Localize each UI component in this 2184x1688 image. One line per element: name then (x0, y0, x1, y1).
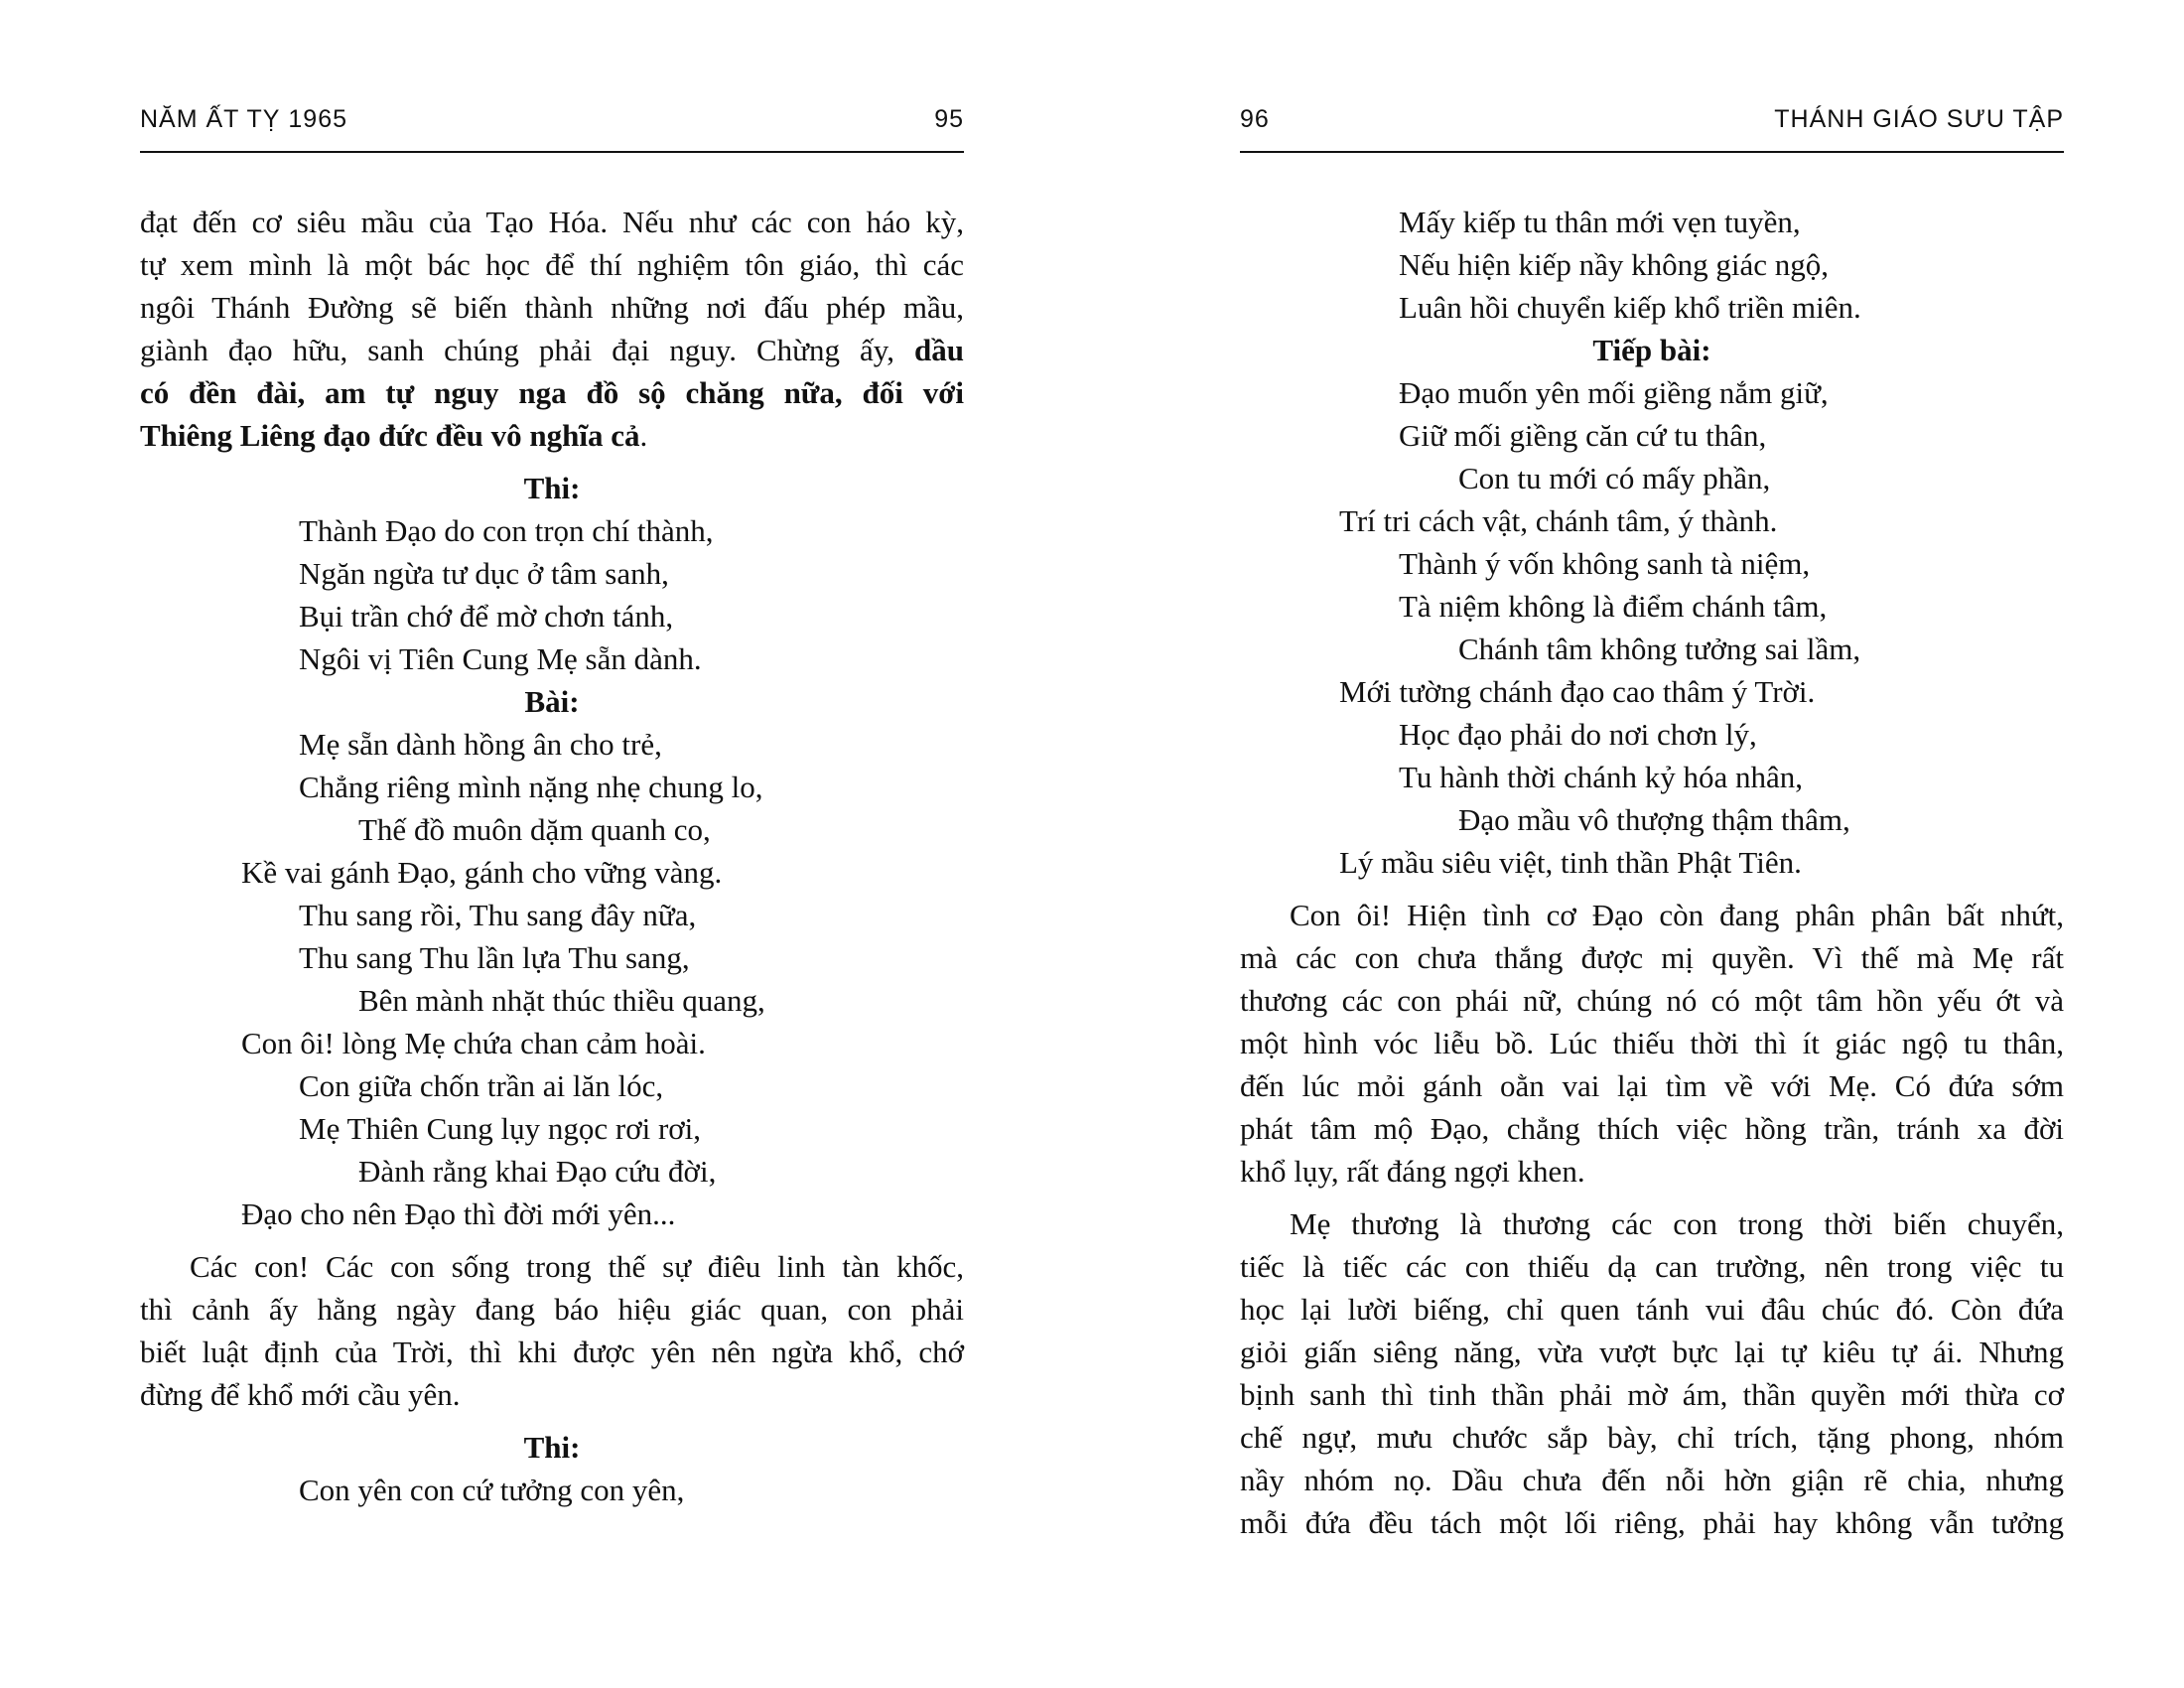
text-line: biết luật định của Trời, thì khi được yên nên ngừa khổ, chớ (140, 1335, 964, 1369)
left-page-number: 95 (934, 105, 964, 133)
poem (1240, 201, 2064, 329)
left-running-title: NĂM ẤT TỴ 1965 (140, 105, 347, 133)
text-line: Mẹ thương là thương các con trong thời biến chuyển, (1290, 1206, 2064, 1241)
poem-line: Bên mành nhặt thúc thiều quang, (358, 983, 765, 1018)
text-line: thương các con phái nữ, chúng nó có một tâm hồn yếu ớt và (1240, 983, 2064, 1018)
text-line: học lại lười biếng, chỉ quen tánh vui đâu chúc đó. Còn đứa (1240, 1292, 2064, 1327)
text-line (140, 329, 964, 371)
text-line: chế ngự, mưu chước sắp bày, chỉ trích, tặng phong, nhóm (1240, 1420, 2064, 1455)
right-page-header (1240, 103, 2064, 153)
text-line: Con ôi! Hiện tình cơ Đạo còn đang phân phân bất nhứt, (1290, 898, 2064, 932)
poem-line: Giữ mối giềng căn cứ tu thân, (1399, 418, 1767, 453)
right-running-title: THÁNH GIÁO SƯU TẬP (1774, 105, 2064, 133)
poem-line: Mấy kiếp tu thân mới vẹn tuyền, (1399, 205, 1801, 239)
paragraph (140, 1245, 964, 1416)
poem-line: Bụi trần chớ để mờ chơn tánh, (299, 599, 674, 633)
left-page (140, 0, 964, 1688)
text-line: đến lúc mỏi gánh oằn vai lại tìm về với Mẹ. Có đứa sớm (1240, 1068, 2064, 1103)
poem-line: Kề vai gánh Đạo, gánh cho vững vàng. (241, 855, 723, 890)
poem-line: Luân hồi chuyển kiếp khổ triền miên. (1399, 290, 1861, 325)
text-line: đừng để khổ mới cầu yên. (140, 1377, 461, 1412)
poem-line: Mẹ Thiên Cung lụy ngọc rơi rơi, (299, 1111, 702, 1146)
text-line: phát tâm mộ Đạo, chẳng thích việc hồng trần, tránh xa đời (1240, 1111, 2064, 1146)
right-page-number: 96 (1240, 105, 1270, 133)
poem-line: Học đạo phải do nơi chơn lý, (1399, 717, 1757, 752)
text-line: Các con! Các con sống trong thế sự điêu linh tàn khốc, (190, 1249, 964, 1284)
poem-line: Mẹ sẵn dành hồng ân cho trẻ, (299, 727, 662, 762)
text-segment: . (639, 418, 648, 453)
poem-line: Thành ý vốn không sanh tà niệm, (1399, 546, 1811, 581)
left-page-header (140, 103, 964, 153)
poem-line: Thu sang Thu lần lựa Thu sang, (299, 940, 690, 975)
poem-line: Lý mầu siêu việt, tinh thần Phật Tiên. (1339, 845, 1802, 880)
poem-line: Trí tri cách vật, chánh tâm, ý thành. (1339, 503, 1778, 538)
poem-line: Chánh tâm không tưởng sai lầm, (1458, 632, 1861, 666)
section-heading: Tiếp bài: (1592, 333, 1711, 367)
text-line: mỗi đứa đều tách một lối riêng, phải hay không vẫn tưởng (1240, 1505, 2064, 1540)
section-heading: Thi: (523, 471, 581, 505)
poem-line: Đạo cho nên Đạo thì đời mới yên... (241, 1196, 676, 1231)
text-segment: giành đạo hữu, sanh chúng phải đại nguy. Chừng ấy, (140, 333, 915, 367)
text-line: giỏi giấn siêng năng, vừa vượt bực lại tự kiêu tự ái. Nhưng (1240, 1335, 2064, 1369)
text-line: ngôi Thánh Đường sẽ biến thành những nơi đấu phép mầu, (140, 290, 964, 325)
text-line: thì cảnh ấy hằng ngày đang báo hiệu giác quan, con phải (140, 1292, 964, 1327)
bold-text: dầu (914, 333, 964, 367)
poem-line: Đạo mầu vô thượng thậm thâm, (1458, 802, 1850, 837)
right-page (1240, 0, 2064, 1688)
poem-line: Con ôi! lòng Mẹ chứa chan cảm hoài. (241, 1026, 706, 1060)
poem-line: Ngôi vị Tiên Cung Mẹ sẵn dành. (299, 641, 702, 676)
text-line (140, 414, 964, 457)
text-line: một hình vóc liễu bồ. Lúc thiếu thời thì ít giác ngộ tu thân, (1240, 1026, 2064, 1060)
poem-line: Tà niệm không là điểm chánh tâm, (1399, 589, 1828, 624)
paragraph (1240, 894, 2064, 1193)
bold-text: Thiêng Liêng đạo đức đều vô nghĩa cả (140, 418, 640, 453)
poem-line: Con tu mới có mấy phần, (1458, 461, 1771, 495)
poem-line: Con yên con cứ tưởng con yên, (299, 1473, 685, 1507)
paragraph (1240, 1202, 2064, 1544)
right-page-body (1240, 201, 2064, 1544)
poem-line: Thành Đạo do con trọn chí thành, (299, 513, 714, 548)
poem-line: Con giữa chốn trần ai lăn lóc, (299, 1068, 664, 1103)
poem-line: Mới tường chánh đạo cao thâm ý Trời. (1339, 674, 1816, 709)
section-heading: Bài: (524, 684, 580, 719)
text-line: mà các con chưa thắng được mị quyền. Vì thế mà Mẹ rất (1240, 940, 2064, 975)
bold-text-line: có đền đài, am tự nguy nga đồ sộ chăng nữa, đối với (140, 375, 964, 410)
poem (1240, 371, 2064, 884)
text-line: khổ lụy, rất đáng ngợi khen. (1240, 1154, 1585, 1189)
poem-line: Chẳng riêng mình nặng nhẹ chung lo, (299, 770, 763, 804)
poem-line: Thế đồ muôn dặm quanh co, (358, 812, 711, 847)
poem-line: Đành rằng khai Đạo cứu đời, (358, 1154, 717, 1189)
poem-line: Ngăn ngừa tư dục ở tâm sanh, (299, 556, 669, 591)
text-line: tự xem mình là một bác học để thí nghiệm tôn giáo, thì các (140, 247, 964, 282)
poem-line: Đạo muốn yên mối giềng nắm giữ, (1399, 375, 1829, 410)
paragraph (140, 201, 964, 457)
poem (140, 723, 964, 1235)
poem (140, 509, 964, 680)
poem-line: Thu sang rồi, Thu sang đây nữa, (299, 898, 697, 932)
text-line: nầy nhóm nọ. Dầu chưa đến nỗi hờn giận rẽ chia, nhưng (1240, 1463, 2064, 1497)
poem-line: Tu hành thời chánh kỷ hóa nhân, (1399, 760, 1804, 794)
poem-line: Nếu hiện kiếp nầy không giác ngộ, (1399, 247, 1830, 282)
text-line: bịnh sanh thì tinh thần phải mờ ám, thần quyền mới thừa cơ (1240, 1377, 2064, 1412)
left-page-body (140, 201, 964, 1511)
text-line: đạt đến cơ siêu mầu của Tạo Hóa. Nếu như các con háo kỳ, (140, 205, 964, 239)
poem (140, 1469, 964, 1511)
text-line: tiếc là tiếc các con thiếu dạ can trường, nên trong việc tu (1240, 1249, 2064, 1284)
section-heading: Thi: (523, 1430, 581, 1465)
